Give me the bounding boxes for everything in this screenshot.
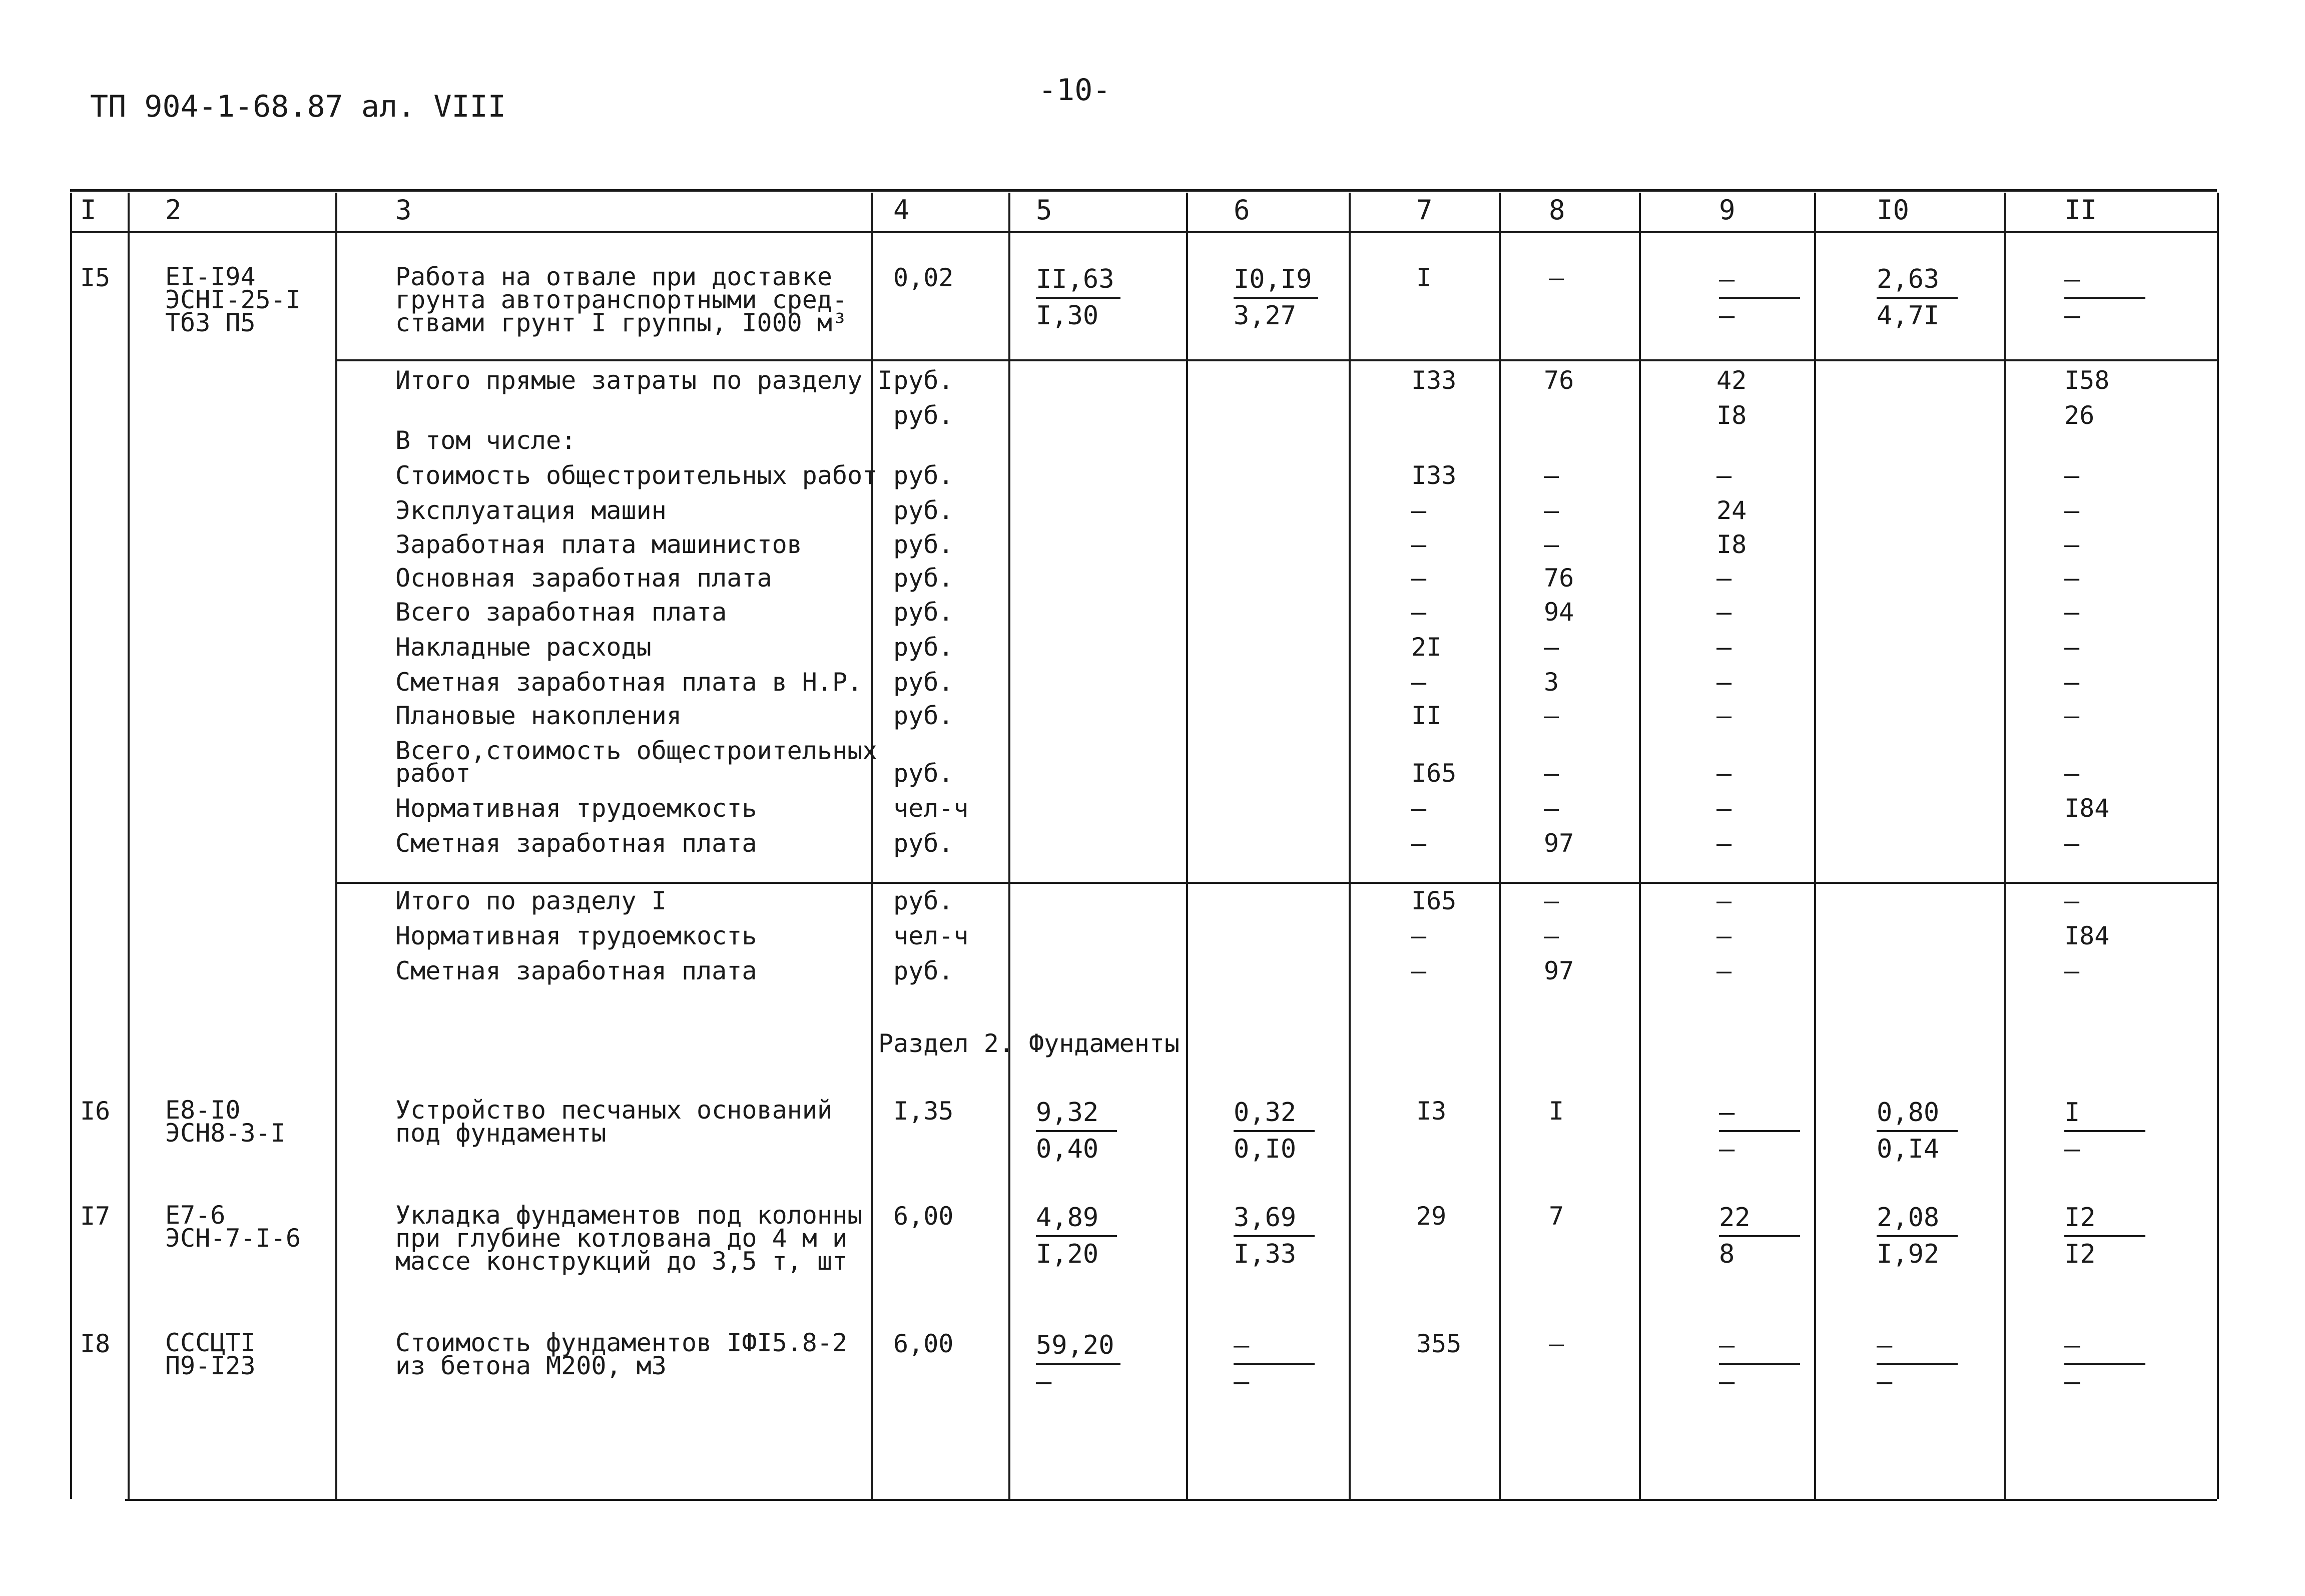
summary-col11: – [2064,564,2080,593]
row-col6-fraction-denominator: – [1234,1366,1250,1397]
column-divider [2004,193,2006,1499]
summary-col11: – [2064,598,2080,627]
row-description: Устройство песчаных оснований под фундаменты [395,1096,832,1148]
row-col10-fraction-denominator: 0,I4 [1877,1134,1940,1164]
row-col6-fraction-denominator: 3,27 [1234,300,1297,331]
row-col5-fraction-numerator: 9,32 [1036,1096,1117,1132]
row-col6-fraction [1234,1201,1315,1271]
column-header-11: II [2064,194,2097,226]
row-code: EI-I94 ЭСНI-25-I ТбЗ П5 [165,262,301,337]
row-col8: 7 [1549,1202,1564,1231]
summary-col7: II [1411,701,1442,730]
summary-col11: I84 [2064,794,2110,823]
row-col6-fraction-numerator: I0,I9 [1234,262,1318,299]
summary-col11: – [2064,530,2080,559]
row-col10-fraction [1877,1096,1958,1166]
column-header-7: 7 [1416,194,1433,226]
summary-label: В том числе: [395,426,577,455]
summary-col7: – [1411,921,1427,950]
summary-col9: – [1716,564,1732,593]
row-col8: – [1549,263,1564,292]
row-col5-fraction [1036,1096,1117,1166]
summary-col8: 76 [1544,366,1574,395]
row-code: Е8-I0 ЭСН8-3-I [165,1096,286,1148]
summary-col11: – [2064,886,2080,915]
summary-col8: – [1544,633,1559,662]
column-header-5: 5 [1036,194,1052,226]
summary-label: Сметная заработная плата [395,829,757,858]
summary-unit: руб. [893,633,954,662]
row-col10-fraction-numerator: 0,80 [1877,1096,1958,1132]
row-col9-fraction-numerator: – [1719,1096,1800,1132]
row-col6-fraction-numerator: 3,69 [1234,1201,1315,1237]
summary-col11: – [2064,829,2080,858]
row-col5-fraction-numerator: 59,20 [1036,1328,1120,1365]
summary-col8: – [1544,886,1559,915]
section-title: Раздел 2. Фундаменты [878,1029,1180,1058]
row-col11-fraction-numerator: I2 [2064,1201,2145,1237]
column-header-1: I [80,194,97,226]
column-header-3: 3 [395,194,412,226]
summary-label: Основная заработная плата [395,564,772,593]
summary-unit: руб. [893,701,954,730]
summary-col9: 42 [1716,366,1747,395]
summary-col9: – [1716,461,1732,490]
summary-col7: I33 [1411,461,1457,490]
row-quantity: 0,02 [893,263,954,292]
summary-label: Заработная плата машинистов [395,530,802,559]
summary-unit: руб. [893,829,954,858]
row-col10-fraction-denominator: I,92 [1877,1239,1940,1269]
row-number: I7 [80,1202,111,1231]
page-number: -10- [1038,73,1111,108]
row-col9-fraction [1719,1096,1800,1166]
row-col7: I3 [1416,1097,1447,1126]
summary-col8: 97 [1544,829,1574,858]
row-description: Стоимость фундаментов IФI5.8-2 из бетона М200, м3 [395,1328,848,1380]
summary-col11: – [2064,496,2080,525]
row-quantity: I,35 [893,1097,954,1126]
column-divider [335,193,337,1499]
summary-unit: руб. [893,759,954,788]
summary-col7: – [1411,530,1427,559]
summary-col7: – [1411,794,1427,823]
row-col6-fraction-denominator: I,33 [1234,1239,1297,1269]
row-col5-fraction [1036,1201,1117,1271]
row-col9-fraction [1719,1328,1800,1399]
row-col10-fraction-numerator: – [1877,1328,1958,1365]
column-divider [128,193,130,1499]
row-code: Е7-6 ЭСН-7-I-6 [165,1201,301,1253]
row-col7: I [1416,263,1432,292]
row-col11-fraction [2064,262,2145,333]
summary-unit: руб. [893,461,954,490]
row-col5-fraction-numerator: II,63 [1036,262,1120,299]
summary-col7: – [1411,956,1427,985]
summary-col8: 94 [1544,598,1574,627]
row-col5-fraction [1036,262,1120,333]
summary-col11: I84 [2064,921,2110,950]
column-divider [1639,193,1641,1499]
summary-col9: – [1716,886,1732,915]
column-divider [70,193,72,1499]
summary-col9: – [1716,701,1732,730]
summary-col11: – [2064,956,2080,985]
summary-label: Стоимость общестроительных работ [395,461,878,490]
summary-unit: руб. [893,366,954,395]
row-col9-fraction [1719,1201,1800,1271]
summary-col7: – [1411,829,1427,858]
summary-label: Плановые накопления [395,701,682,730]
summary-col7: – [1411,564,1427,593]
column-divider [1008,193,1010,1499]
summary-col8: 97 [1544,956,1574,985]
summary-col8: – [1544,759,1559,788]
summary-col7: – [1411,496,1427,525]
row-col6-fraction [1234,1096,1315,1166]
row-col7: 29 [1416,1202,1447,1231]
row-code: СССЦТI П9-I23 [165,1328,256,1380]
row-col9-fraction [1719,262,1800,333]
row-col10-fraction-denominator: 4,7I [1877,300,1940,331]
summary-label: Нормативная трудоемкость [395,921,757,950]
summary-label: Сметная заработная плата в Н.Р. [395,668,863,697]
summary-label: Всего заработная плата [395,598,727,627]
summary-col8: – [1544,530,1559,559]
column-header-2: 2 [165,194,182,226]
summary-col8: – [1544,701,1559,730]
summary-label: Итого прямые затраты по разделу I [395,366,893,395]
summary-label: Итого по разделу I [395,886,667,915]
header-bottom-rule [70,231,2217,233]
summary-unit: руб. [893,886,954,915]
row-col8: I [1549,1097,1564,1126]
row-col7: 355 [1416,1329,1462,1358]
row-col5-fraction [1036,1328,1120,1399]
summary-col9: – [1716,633,1732,662]
summary-label: Нормативная трудоемкость [395,794,757,823]
summary-unit: руб. [893,956,954,985]
row-col11-fraction [2064,1096,2145,1166]
row-col6-fraction-numerator: – [1234,1328,1315,1365]
column-header-10: I0 [1877,194,1910,226]
summary-unit: руб. [893,401,954,430]
row-col5-fraction-denominator: I,30 [1036,300,1099,331]
summary-col7: I33 [1411,366,1457,395]
summary-col11: 26 [2064,401,2095,430]
summary-col9: – [1716,956,1732,985]
column-divider [1349,193,1351,1499]
summary-col8: – [1544,794,1559,823]
row-separator [335,882,2217,884]
summary-col11: – [2064,701,2080,730]
summary-col9: 24 [1716,496,1747,525]
row-col11-fraction-numerator: – [2064,1328,2145,1365]
row-col9-fraction-numerator: – [1719,262,1800,299]
summary-col7: 2I [1411,633,1442,662]
row-description: Укладка фундаментов под колонны при глубине котлована до 4 м и массе конструкций до 3,5 т, шт [395,1201,863,1276]
column-divider [1186,193,1188,1499]
summary-col9: – [1716,794,1732,823]
row-separator [335,359,2217,361]
summary-label: Накладные расходы [395,633,652,662]
summary-col11: – [2064,668,2080,697]
summary-col9: – [1716,921,1732,950]
table-top-rule [70,189,2217,192]
row-col11-fraction-denominator: I2 [2064,1239,2096,1269]
summary-unit: руб. [893,668,954,697]
row-col10-fraction-denominator: – [1877,1366,1893,1397]
row-col11-fraction-denominator: – [2064,1366,2080,1397]
row-col6-fraction-denominator: 0,I0 [1234,1134,1297,1164]
row-col9-fraction-denominator: 8 [1719,1239,1735,1269]
row-col6-fraction [1234,262,1318,333]
summary-col7: I65 [1411,759,1457,788]
row-number: I8 [80,1329,111,1358]
summary-col8: – [1544,496,1559,525]
summary-col8: 3 [1544,668,1559,697]
row-col11-fraction-numerator: – [2064,262,2145,299]
row-col9-fraction-denominator: – [1719,1366,1735,1397]
row-col11-fraction [2064,1328,2145,1399]
column-divider [1499,193,1501,1499]
summary-col9: – [1716,668,1732,697]
row-col10-fraction [1877,1328,1958,1399]
summary-col9: I8 [1716,401,1747,430]
row-col9-fraction-denominator: – [1719,1134,1735,1164]
row-col11-fraction-denominator: – [2064,1134,2080,1164]
row-col9-fraction-denominator: – [1719,300,1735,331]
row-col8: – [1549,1329,1564,1358]
column-header-9: 9 [1719,194,1736,226]
summary-unit: руб. [893,496,954,525]
column-divider [1814,193,1816,1499]
table-bottom-rule [125,1499,2217,1501]
summary-col9: – [1716,759,1732,788]
row-col9-fraction-numerator: – [1719,1328,1800,1365]
summary-label: работ [395,759,471,788]
column-header-8: 8 [1549,194,1565,226]
column-divider [2217,193,2219,1499]
row-number: I6 [80,1097,111,1126]
summary-col7: – [1411,668,1427,697]
summary-col9: – [1716,598,1732,627]
row-col10-fraction [1877,262,1958,333]
document-reference: ТП 904-1-68.87 ал. VIII [90,89,506,124]
summary-col11: – [2064,759,2080,788]
row-col10-fraction-numerator: 2,63 [1877,262,1958,299]
row-col5-fraction-denominator: I,20 [1036,1239,1099,1269]
summary-col9: – [1716,829,1732,858]
summary-col8: – [1544,921,1559,950]
summary-unit: чел-ч [893,794,969,823]
summary-unit: руб. [893,564,954,593]
column-header-4: 4 [893,194,910,226]
summary-unit: руб. [893,530,954,559]
summary-label: Сметная заработная плата [395,956,757,985]
row-description: Работа на отвале при доставке грунта автотранспортными сред- ствами грунт I группы, I000 м³ [395,262,848,337]
row-quantity: 6,00 [893,1202,954,1231]
row-col6-fraction [1234,1328,1315,1399]
summary-label: Всего,стоимость общестроительных [395,736,878,765]
summary-col11: – [2064,633,2080,662]
row-col5-fraction-denominator: 0,40 [1036,1134,1099,1164]
row-col11-fraction [2064,1201,2145,1271]
summary-unit: чел-ч [893,921,969,950]
row-col9-fraction-numerator: 22 [1719,1201,1800,1237]
summary-col8: 76 [1544,564,1574,593]
row-col11-fraction-numerator: I [2064,1096,2145,1132]
row-quantity: 6,00 [893,1329,954,1358]
column-header-6: 6 [1234,194,1250,226]
summary-col7: – [1411,598,1427,627]
row-col5-fraction-denominator: – [1036,1366,1052,1397]
summary-col8: – [1544,461,1559,490]
row-col11-fraction-denominator: – [2064,300,2080,331]
row-col5-fraction-numerator: 4,89 [1036,1201,1117,1237]
summary-col9: I8 [1716,530,1747,559]
row-col10-fraction-numerator: 2,08 [1877,1201,1958,1237]
summary-col7: I65 [1411,886,1457,915]
summary-label: Эксплуатация машин [395,496,667,525]
row-number: I5 [80,263,111,292]
row-col10-fraction [1877,1201,1958,1271]
summary-unit: руб. [893,598,954,627]
row-col6-fraction-numerator: 0,32 [1234,1096,1315,1132]
summary-col11: – [2064,461,2080,490]
summary-col11: I58 [2064,366,2110,395]
